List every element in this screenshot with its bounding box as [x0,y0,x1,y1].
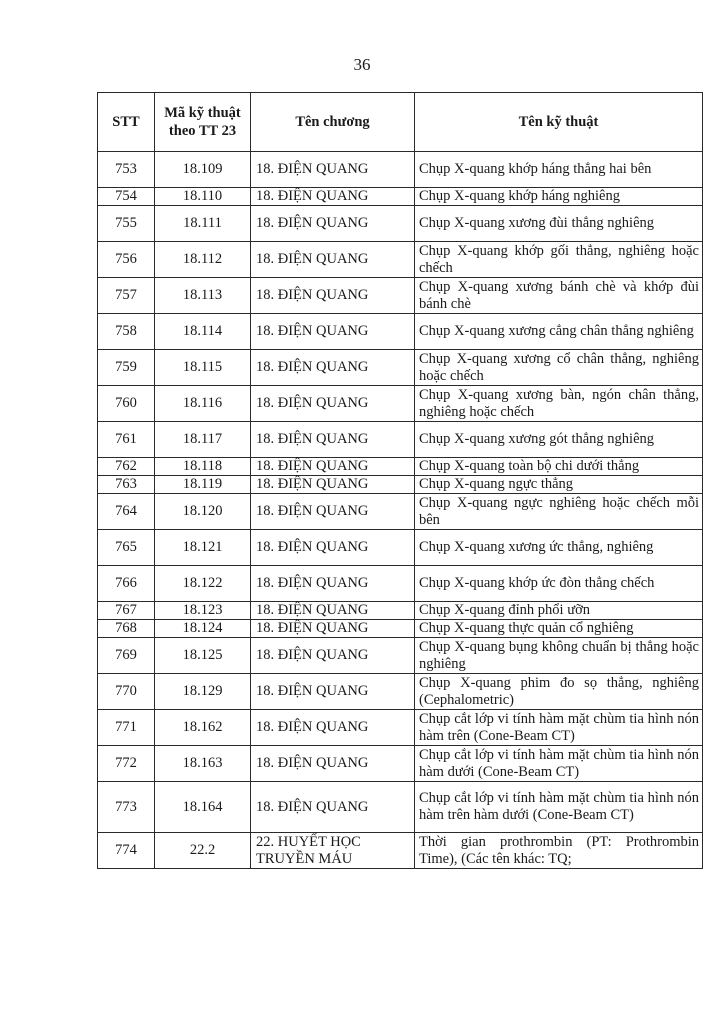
row-technique-code: 22.2 [155,833,251,869]
row-technique-name: Chụp X-quang bụng không chuẩn bị thẳng hoặc nghiêng [415,638,703,674]
table-row [98,710,703,746]
row-chapter-name: 18. ĐIỆN QUANG [251,242,415,278]
row-stt: 765 [98,530,155,566]
row-technique-name: Thời gian prothrombin (PT: Prothrombin Time), (Các tên khác: TQ; [415,833,703,869]
row-stt: 773 [98,782,155,833]
row-stt: 768 [98,620,155,638]
row-technique-code: 18.164 [155,782,251,833]
table-row [98,476,703,494]
table-row [98,566,703,602]
row-technique-code: 18.117 [155,422,251,458]
row-chapter-name: 18. ĐIỆN QUANG [251,386,415,422]
table-row [98,674,703,710]
row-technique-code: 18.116 [155,386,251,422]
header-technique-name: Tên kỹ thuật [415,93,703,152]
row-technique-code: 18.110 [155,188,251,206]
table-row [98,188,703,206]
row-technique-code: 18.115 [155,350,251,386]
table-row [98,782,703,833]
row-technique-code: 18.120 [155,494,251,530]
row-technique-name: Chụp X-quang xương gót thẳng nghiêng [415,422,703,458]
row-technique-name: Chụp X-quang khớp gối thẳng, nghiêng hoặc chếch [415,242,703,278]
row-chapter-name: 18. ĐIỆN QUANG [251,278,415,314]
row-technique-name: Chụp X-quang ngực nghiêng hoặc chếch mỗi bên [415,494,703,530]
row-technique-name: Chụp X-quang xương bánh chè và khớp đùi bánh chè [415,278,703,314]
row-chapter-name: 18. ĐIỆN QUANG [251,710,415,746]
row-technique-name: Chụp X-quang xương cổ chân thẳng, nghiêng hoặc chếch [415,350,703,386]
row-stt: 758 [98,314,155,350]
table-row [98,458,703,476]
row-technique-code: 18.114 [155,314,251,350]
row-technique-name: Chụp X-quang khớp háng nghiêng [415,188,703,206]
table-row [98,206,703,242]
row-stt: 757 [98,278,155,314]
table-row [98,422,703,458]
row-chapter-name: 18. ĐIỆN QUANG [251,206,415,242]
table-row [98,386,703,422]
row-technique-name: Chụp X-quang xương đùi thẳng nghiêng [415,206,703,242]
row-technique-code: 18.162 [155,710,251,746]
row-technique-code: 18.118 [155,458,251,476]
table-row [98,278,703,314]
technique-table [97,92,703,869]
row-chapter-name: 18. ĐIỆN QUANG [251,674,415,710]
table-row [98,494,703,530]
row-chapter-name: 18. ĐIỆN QUANG [251,152,415,188]
row-technique-code: 18.163 [155,746,251,782]
row-stt: 764 [98,494,155,530]
row-stt: 755 [98,206,155,242]
page-number: 36 [353,55,371,74]
row-technique-code: 18.111 [155,206,251,242]
header-chapter-name: Tên chương [251,93,415,152]
row-chapter-name: 18. ĐIỆN QUANG [251,422,415,458]
row-stt: 767 [98,602,155,620]
row-chapter-name: 18. ĐIỆN QUANG [251,188,415,206]
row-chapter-name: 18. ĐIỆN QUANG [251,620,415,638]
row-technique-name: Chụp X-quang toàn bộ chi dưới thẳng [415,458,703,476]
row-technique-name: Chụp X-quang khớp háng thẳng hai bên [415,152,703,188]
row-technique-code: 18.112 [155,242,251,278]
table-row [98,350,703,386]
row-technique-code: 18.129 [155,674,251,710]
row-technique-name: Chụp X-quang phim đo sọ thẳng, nghiêng (Cephalometric) [415,674,703,710]
row-stt: 753 [98,152,155,188]
row-chapter-name: 18. ĐIỆN QUANG [251,458,415,476]
row-stt: 754 [98,188,155,206]
table-row [98,638,703,674]
row-chapter-name: 18. ĐIỆN QUANG [251,476,415,494]
row-technique-name: Chụp cắt lớp vi tính hàm mặt chùm tia hình nón hàm dưới (Cone-Beam CT) [415,746,703,782]
row-technique-code: 18.109 [155,152,251,188]
row-stt: 770 [98,674,155,710]
row-chapter-name: 18. ĐIỆN QUANG [251,530,415,566]
row-technique-name: Chụp cắt lớp vi tính hàm mặt chùm tia hình nón hàm trên (Cone-Beam CT) [415,710,703,746]
row-stt: 769 [98,638,155,674]
row-chapter-name: 18. ĐIỆN QUANG [251,782,415,833]
table-row [98,602,703,620]
row-technique-code: 18.122 [155,566,251,602]
row-technique-name: Chụp X-quang xương cẳng chân thẳng nghiêng [415,314,703,350]
row-chapter-name: 18. ĐIỆN QUANG [251,602,415,620]
table-row [98,530,703,566]
row-technique-code: 18.125 [155,638,251,674]
row-technique-name: Chụp X-quang xương bàn, ngón chân thẳng, nghiêng hoặc chếch [415,386,703,422]
row-stt: 762 [98,458,155,476]
row-stt: 761 [98,422,155,458]
row-technique-name: Chụp X-quang đỉnh phổi ưỡn [415,602,703,620]
table-row [98,314,703,350]
row-chapter-name: 18. ĐIỆN QUANG [251,350,415,386]
row-chapter-name: 22. HUYẾT HỌC TRUYỀN MÁU [251,833,415,869]
row-chapter-name: 18. ĐIỆN QUANG [251,566,415,602]
row-technique-name: Chụp X-quang thực quản cổ nghiêng [415,620,703,638]
row-technique-name: Chụp cắt lớp vi tính hàm mặt chùm tia hình nón hàm trên hàm dưới (Cone-Beam CT) [415,782,703,833]
table-row [98,746,703,782]
row-stt: 766 [98,566,155,602]
table-header-row [98,93,703,152]
row-technique-code: 18.113 [155,278,251,314]
table-body [98,152,703,869]
row-chapter-name: 18. ĐIỆN QUANG [251,494,415,530]
row-stt: 772 [98,746,155,782]
table-row [98,620,703,638]
row-technique-code: 18.119 [155,476,251,494]
row-chapter-name: 18. ĐIỆN QUANG [251,638,415,674]
row-stt: 756 [98,242,155,278]
row-stt: 771 [98,710,155,746]
header-technique-code: Mã kỹ thuật theo TT 23 [155,93,251,152]
header-stt: STT [98,93,155,152]
table-row [98,242,703,278]
row-chapter-name: 18. ĐIỆN QUANG [251,746,415,782]
row-technique-name: Chụp X-quang xương ức thẳng, nghiêng [415,530,703,566]
row-stt: 774 [98,833,155,869]
table-row [98,833,703,869]
row-stt: 763 [98,476,155,494]
row-technique-code: 18.124 [155,620,251,638]
table-row [98,152,703,188]
row-technique-name: Chụp X-quang khớp ức đòn thẳng chếch [415,566,703,602]
row-chapter-name: 18. ĐIỆN QUANG [251,314,415,350]
row-technique-code: 18.121 [155,530,251,566]
row-technique-code: 18.123 [155,602,251,620]
row-technique-name: Chụp X-quang ngực thẳng [415,476,703,494]
row-stt: 760 [98,386,155,422]
row-stt: 759 [98,350,155,386]
